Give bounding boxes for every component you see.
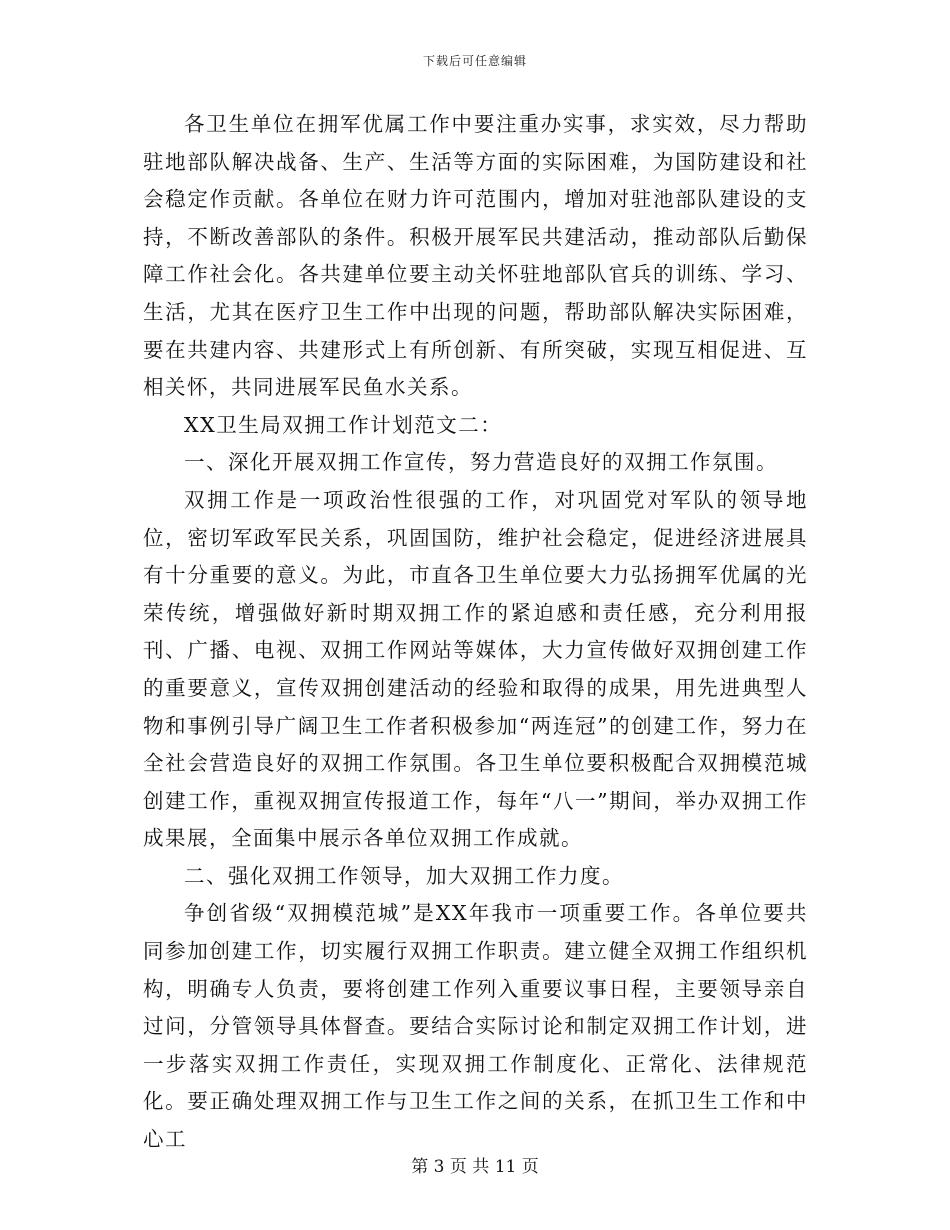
heading-publicity: 一、深化开展双拥工作宣传，努力营造良好的双拥工作氛围。 [184,450,778,475]
footer-current-page: 3 [433,1157,445,1177]
footer-total-prefix: 共 [472,1157,490,1177]
footer-page-word: 页 [449,1157,467,1177]
paragraph-support-troops: 各卫生单位在拥军优属工作中要注重办实事，求实效，尽力帮助驻地部队解决战备、生产、生活等方面的实际困难，为国防建设和社会稳定作贡献。各单位在财力许可范围内，增加对驻池部队建设的支持，不断改善部队的条件。积极开展军民共建活动，推动部队后勤保障工作社会化。各共建单位要主动关怀驻地部队官兵的训练、学习、生活，尤其在医疗卫生工作中出现的问题，帮助部队解决实际困难，要在共建内容、共建形式上有所创新、有所突破，实现互相促进、互相关怀，共同进展军民鱼水关系。 [143,112,808,400]
heading-leadership: 二、强化双拥工作领导，加大双拥工作力度。 [184,863,624,888]
page-footer [0,1152,950,1177]
section-title-plan-two: XX卫生局双拥工作计划范文二： [184,412,503,437]
paragraph-publicity: 双拥工作是一项政治性很强的工作，对巩固党对军队的领导地位，密切军政军民关系，巩固国防，维护社会稳定，促进经济进展具有十分重要的意义。为此，市直各卫生单位要大力弘扬拥军优属的光荣传统，增强做好新时期双拥工作的紧迫感和责任感，充分利用报刊、广播、电视、双拥工作网站等媒体，大力宣传做好双拥创建工作的重要意义，宣传双拥创建活动的经验和取得的成果，用先进典型人物和事例引导广阔卫生工作者积极参加“两连冠”的创建工作，努力在全社会营造良好的双拥工作氛围。各卫生单位要积极配合双拥模范城创建工作，重视双拥宣传报道工作，每年“八一”期间，举办双拥工作成果展，全面集中展示各单位双拥工作成就。 [143,487,808,851]
paragraph-leadership: 争创省级“双拥模范城”是XX年我市一项重要工作。各单位要共同参加创建工作，切实履行双拥工作职责。建立健全双拥工作组织机构，明确专人负责，要将创建工作列入重要议事日程，主要领导亲自过问，分管领导具体督查。要结合实际讨论和制定双拥工作计划，进一步落实双拥工作责任，实现双拥工作制度化、正常化、法律规范化。要正确处理双拥工作与卫生工作之间的关系，在抓卫生工作和中心工 [143,901,808,1152]
footer-total-suffix: 页 [521,1157,539,1177]
footer-total-pages: 11 [494,1157,517,1177]
footer-page-prefix: 第 [411,1157,429,1177]
document-body [143,106,808,1159]
page-header: 下载后可任意编辑 [422,54,527,68]
